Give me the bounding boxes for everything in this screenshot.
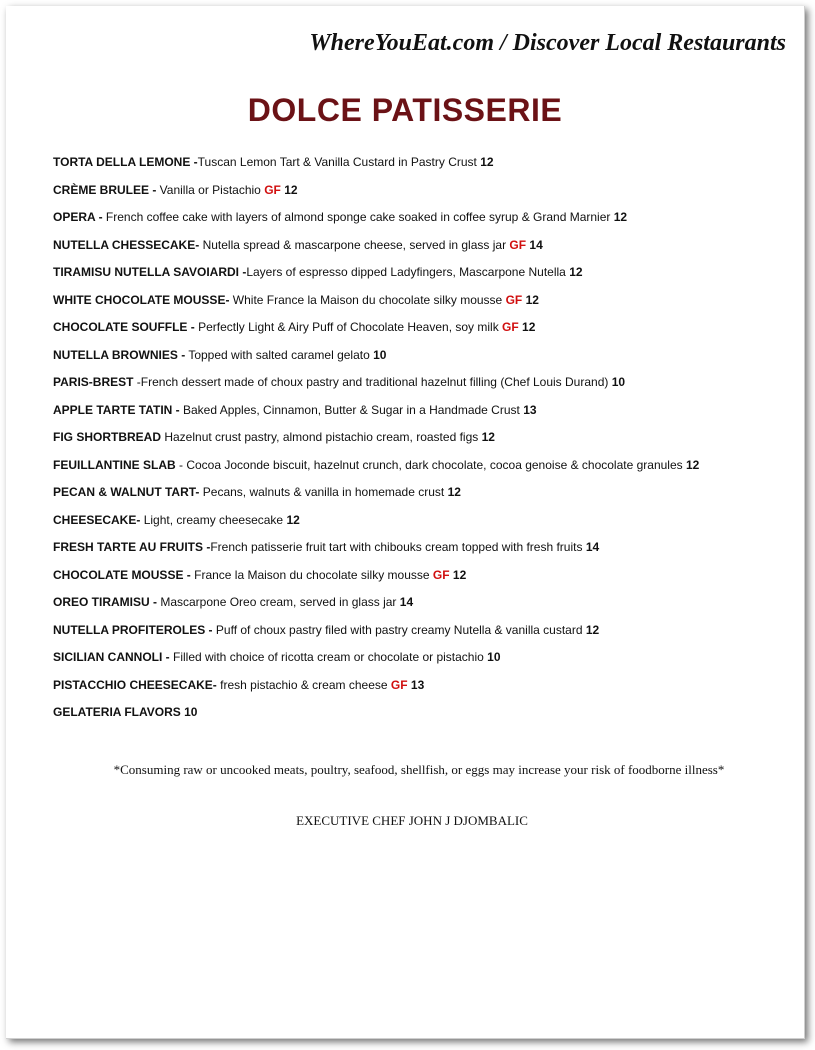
item-price: 12: [585, 622, 600, 637]
food-safety-notice: *Consuming raw or uncooked meats, poultry, seafood, shellfish, or eggs may increase your risk of foodborne illness*: [113, 762, 725, 777]
site-header[interactable]: WhereYouEat.com / Discover Local Restaurants: [309, 30, 786, 56]
dessert-menu-list: [53, 152, 793, 730]
menu-item: [53, 702, 793, 730]
item-name: PECAN & WALNUT TART-: [53, 485, 200, 499]
item-name: FEUILLANTINE SLAB: [53, 457, 176, 472]
item-description: Layers of espresso dipped Ladyfingers, Mascarpone Nutella: [246, 265, 570, 279]
menu-item: [53, 510, 793, 538]
item-name: GELATERIA FLAVORS: [53, 705, 181, 719]
item-price: 12: [447, 485, 461, 499]
item-price: 13: [407, 677, 425, 692]
menu-item: [53, 455, 793, 483]
menu-item: [53, 565, 793, 593]
page-title: DOLCE PATISSERIE: [247, 92, 563, 128]
gluten-free-badge: GF: [502, 320, 519, 334]
item-description: Puff of choux pastry filed with pastry creamy Nutella & vanilla custard: [212, 622, 586, 637]
item-name: CRÈME BRULEE -: [53, 182, 157, 197]
item-name: OREO TIRAMISU -: [53, 595, 157, 609]
item-description: Pecans, walnuts & vanilla in homemade crust: [199, 485, 448, 499]
item-description: Nutella spread & mascarpone cheese, served in glass jar: [199, 237, 510, 252]
item-description: Perfectly Light & Airy Puff of Chocolate Heaven, soy milk: [194, 320, 503, 334]
item-price: 14: [585, 540, 600, 554]
item-description: fresh pistachio & cream cheese: [216, 677, 391, 692]
item-price: 12: [280, 182, 298, 197]
item-price: 12: [286, 512, 300, 527]
menu-item: [53, 180, 793, 208]
item-price: 12: [480, 155, 494, 169]
item-name: TIRAMISU NUTELLA SAVOIARDI -: [53, 265, 247, 279]
item-description: White France la Maison du chocolate silky mousse: [229, 292, 506, 307]
item-name: CHOCOLATE SOUFFLE -: [53, 320, 195, 334]
item-price: 10: [487, 650, 501, 664]
item-description: Hazelnut crust pastry, almond pistachio cream, roasted figs: [161, 430, 482, 444]
item-price: 14: [526, 237, 543, 252]
item-description: France la Maison du chocolate silky mousse: [190, 567, 433, 582]
menu-item: [53, 400, 793, 428]
item-description: Baked Apples, Cinnamon, Butter & Sugar in a Handmade Crust: [179, 402, 524, 417]
item-name: OPERA -: [53, 210, 103, 224]
gluten-free-badge: GF: [264, 182, 281, 197]
item-price: 12: [522, 292, 539, 307]
item-description: Mascarpone Oreo cream, served in glass jar: [157, 595, 400, 609]
item-name: SICILIAN CANNOLI -: [53, 650, 170, 664]
item-name: APPLE TARTE TATIN -: [53, 402, 180, 417]
menu-item: [53, 317, 793, 345]
item-description: French coffee cake with layers of almond sponge cake soaked in coffee syrup & Grand Marnier: [102, 210, 614, 224]
item-price: 12: [613, 210, 628, 224]
menu-item: [53, 592, 793, 620]
item-name: NUTELLA PROFITEROLES -: [53, 622, 213, 637]
gluten-free-badge: GF: [505, 292, 523, 307]
gluten-free-badge: GF: [432, 567, 450, 582]
item-name: TORTA DELLA LEMONE -: [53, 155, 198, 169]
menu-item: [53, 152, 793, 180]
item-price: 14: [399, 595, 414, 609]
item-name: NUTELLA BROWNIES -: [53, 347, 186, 362]
item-name: PISTACCHIO CHEESECAKE-: [53, 677, 217, 692]
item-name: CHOCOLATE MOUSSE -: [53, 567, 191, 582]
item-description: Tuscan Lemon Tart & Vanilla Custard in Pastry Crust: [197, 155, 481, 169]
menu-item: [53, 207, 793, 235]
item-price: 13: [523, 402, 537, 417]
item-name: CHEESECAKE-: [53, 512, 141, 527]
menu-item: [53, 620, 793, 648]
item-price: 12: [481, 430, 495, 444]
item-price: 10: [611, 375, 626, 389]
menu-item: [53, 235, 793, 263]
item-price: 12: [685, 457, 700, 472]
item-name: NUTELLA CHESSECAKE-: [53, 237, 200, 252]
gluten-free-badge: GF: [390, 677, 408, 692]
item-name: FIG SHORTBREAD: [53, 430, 161, 444]
menu-item: [53, 675, 793, 703]
menu-item: [53, 647, 793, 675]
menu-item: [53, 372, 793, 400]
menu-item: [53, 482, 793, 510]
menu-item: [53, 537, 793, 565]
item-price: 12: [569, 265, 583, 279]
menu-item: [53, 262, 793, 290]
item-description: Vanilla or Pistachio: [156, 182, 265, 197]
item-name: PARIS-BREST: [53, 375, 134, 389]
gluten-free-badge: GF: [509, 237, 527, 252]
item-price: 10: [184, 705, 198, 719]
item-description: Light, creamy cheesecake: [140, 512, 287, 527]
item-name: FRESH TARTE AU FRUITS -: [53, 540, 211, 554]
executive-chef: EXECUTIVE CHEF JOHN J DJOMBALIC: [296, 813, 528, 828]
item-description: - Cocoa Joconde biscuit, hazelnut crunch, dark chocolate, cocoa genoise & chocolate granules: [175, 457, 686, 472]
menu-item: [53, 290, 793, 318]
item-description: Filled with choice of ricotta cream or chocolate or pistachio: [169, 650, 488, 664]
item-description: French patisserie fruit tart with chibouks cream topped with fresh fruits: [210, 540, 586, 554]
item-name: WHITE CHOCOLATE MOUSSE-: [53, 292, 230, 307]
menu-item: [53, 345, 793, 373]
item-description: -French dessert made of choux pastry and traditional hazelnut filling (Chef Louis Durand): [133, 375, 612, 389]
menu-item: [53, 427, 793, 455]
item-price: 12: [518, 320, 536, 334]
item-price: 12: [449, 567, 467, 582]
menu-page: [6, 6, 805, 1039]
item-price: 10: [373, 347, 387, 362]
item-description: Topped with salted caramel gelato: [185, 347, 374, 362]
